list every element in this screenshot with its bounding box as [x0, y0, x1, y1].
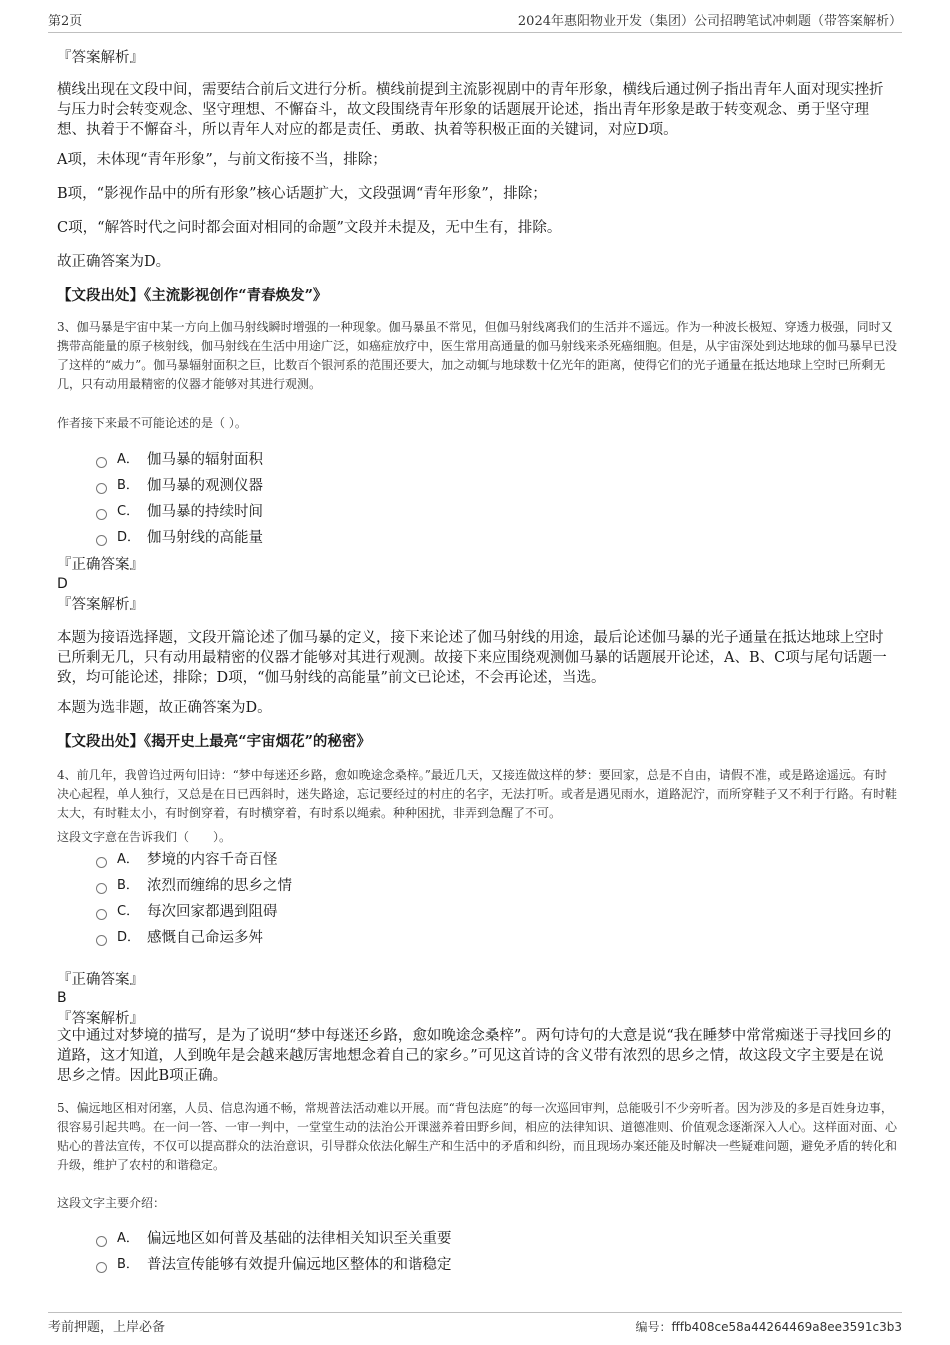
- footer-code: 编号：fffb408ce58a44264469a8ee3591c3b3: [635, 1320, 902, 1334]
- q2-analysis-paragraph: 横线出现在文段中间，需要结合前后文进行分析。横线前提到主流影视剧中的青年形象，横线后通过例子指出青年人面对现实挫折与压力时会转变观念、坚守理想、不懈奋斗，故文段围绕青年形象的话题展开论述，指出青年形象是敢于转变观念、勇于坚守理想、执着于不懈奋斗，所以青年人对应的都是责任、勇敢、执着等积极正面的关键词，对应D项。: [57, 82, 884, 138]
- q4-analysis-label: 『答案解析』: [57, 1011, 144, 1027]
- q2-analysis-a: A项，未体现“青年形象”，与前文衔接不当，排除；: [57, 152, 387, 168]
- option-letter: B．: [117, 878, 139, 893]
- option-text: 伽马暴的观测仪器: [147, 478, 263, 494]
- q4-option-a[interactable]: [96, 850, 278, 870]
- q5-option-a[interactable]: [96, 1229, 452, 1249]
- q2-analysis-c: C项，“解答时代之问时都会面对相同的命题”文段并未提及，无中生有，排除。: [57, 220, 562, 236]
- q2-conclusion: 故正确答案为D。: [57, 254, 171, 270]
- q3-option-b[interactable]: [96, 476, 263, 496]
- page-footer: [48, 1312, 902, 1335]
- q3-option-d[interactable]: [96, 528, 263, 548]
- option-text: 伽马暴的辐射面积: [147, 452, 263, 468]
- radio-icon[interactable]: [96, 457, 107, 468]
- footer-slogan: 考前押题，上岸必备: [48, 1320, 166, 1335]
- option-letter: A．: [117, 852, 139, 867]
- radio-icon[interactable]: [96, 1262, 107, 1273]
- q3-analysis-label: 『答案解析』: [57, 597, 144, 613]
- q3-answer-label: 『正确答案』: [57, 557, 144, 573]
- q5-question-text: 5、偏远地区相对闭塞，人员、信息沟通不畅，常规普法活动难以开展。而“背包法庭”的每一次巡回审判，总能吸引不少旁听者。因为涉及的多是百姓身边事，很容易引起共鸣。在一问一答、一审一判中，一堂堂生动的法治公开课滋养着田野乡间，相应的法律知识、道德准则、价值观念逐渐深入人心。这样面对面、心贴心的普法宣传，不仅可以提高群众的法治意识，引导群众依法化解生产和生活中的矛盾和纠纷，而且现场办案还能及时解决一些疑难问题，避免矛盾的转化和升级，维护了农村的和谐稳定。: [57, 1101, 898, 1172]
- q3-analysis: 本题为接语选择题，文段开篇论述了伽马暴的定义，接下来论述了伽马射线的用途，最后论述伽马暴的光子通量在抵达地球上空时已所剩无几，只有动用最精密的仪器才能够对其进行观测。故接下来应围绕观测伽马暴的话题展开论述，A、B、C项与尾句话题一致，均可能论述，排除；D项，“伽马射线的高能量”前文已论述，不会再论述，当选。: [57, 630, 887, 686]
- radio-icon[interactable]: [96, 535, 107, 546]
- q3-conclusion: 本题为选非题，故正确答案为D。: [57, 700, 272, 716]
- q5-option-b[interactable]: [96, 1255, 452, 1275]
- q3-prompt: 作者接下来最不可能论述的是（ ）。: [57, 416, 247, 430]
- radio-icon[interactable]: [96, 909, 107, 920]
- option-text: 感慨自己命运多舛: [147, 930, 263, 946]
- option-text: 偏远地区如何普及基础的法律相关知识至关重要: [147, 1231, 452, 1247]
- option-letter: B．: [117, 1257, 139, 1272]
- option-letter: B．: [117, 478, 139, 493]
- page-number: 第2页: [48, 14, 83, 29]
- q3-answer: D: [57, 576, 68, 592]
- radio-icon[interactable]: [96, 883, 107, 894]
- q3-option-a[interactable]: [96, 450, 263, 470]
- q4-answer: B: [57, 990, 67, 1006]
- option-text: 伽马暴的持续时间: [147, 504, 263, 520]
- q4-analysis: 文中通过对梦境的描写，是为了说明“梦中每迷还乡路，愈如晚途念桑梓”。两句诗句的大意是说“我在睡梦中常常痴迷于寻找回乡的道路，这才知道，人到晚年是会越来越厉害地想念着自己的家乡。”可见这首诗的含义带有浓烈的思乡之情，故这段文字主要是在说思乡之情。因此B项正确。: [57, 1028, 892, 1084]
- option-letter: A．: [117, 1231, 139, 1246]
- radio-icon[interactable]: [96, 1236, 107, 1247]
- q4-answer-label: 『正确答案』: [57, 972, 144, 988]
- option-letter: C．: [117, 504, 140, 519]
- q3-option-c[interactable]: [96, 502, 263, 522]
- option-letter: D．: [117, 530, 141, 545]
- radio-icon[interactable]: [96, 509, 107, 520]
- radio-icon[interactable]: [96, 483, 107, 494]
- option-text: 每次回家都遇到阻碍: [147, 904, 278, 920]
- option-text: 梦境的内容千奇百怪: [147, 852, 278, 868]
- option-text: 伽马射线的高能量: [147, 530, 263, 546]
- q4-question-text: 4、前几年，我曾诌过两句旧诗：“梦中每迷还乡路，愈如晚途念桑梓。”最近几天，又接连做这样的梦：要回家，总是不自由，请假不准，或是路途遥远。有时决心起程，单人独行，又总是在日已西斜时，迷失路途，忘记要经过的村庄的名字，无法打听。或者是遇见雨水，道路泥泞，而所穿鞋子又不利于行路。有时鞋太大，有时鞋太小，有时倒穿着，有时横穿着，有时系以绳索。种种困扰，非弄到急醒了不可。: [57, 768, 898, 820]
- q4-option-c[interactable]: [96, 902, 278, 922]
- option-letter: A．: [117, 452, 139, 467]
- radio-icon[interactable]: [96, 935, 107, 946]
- page-header: [48, 10, 902, 33]
- q2-source: 【文段出处】《主流影视创作“青春焕发”》: [57, 287, 328, 304]
- option-text: 浓烈而缠绵的思乡之情: [147, 878, 292, 894]
- q3-source: 【文段出处】《揭开史上最亮“宇宙烟花”的秘密》: [57, 733, 371, 750]
- q4-option-b[interactable]: [96, 876, 292, 896]
- option-text: 普法宣传能够有效提升偏远地区整体的和谐稳定: [147, 1257, 452, 1273]
- q5-prompt: 这段文字主要介绍：: [57, 1196, 166, 1210]
- radio-icon[interactable]: [96, 857, 107, 868]
- q2-analysis-label: 『答案解析』: [57, 50, 144, 66]
- option-letter: C．: [117, 904, 140, 919]
- q2-analysis-b: B项，“影视作品中的所有形象”核心话题扩大，文段强调“青年形象”，排除；: [57, 186, 547, 202]
- q3-question-text: 3、伽马暴是宇宙中某一方向上伽马射线瞬时增强的一种现象。伽马暴虽不常见，但伽马射线离我们的生活并不遥远。作为一种波长极短、穿透力极强，同时又携带高能量的原子核射线，伽马射线在生活中用途广泛，如癌症放疗中，医生常用高通量的伽马射线来杀死癌细胞。但是，从宇宙深处到达地球的伽马暴早已没了这样的“威力”。伽马暴辐射面积之巨，比数百个银河系的范围还要大，加之动辄与地球数十亿光年的距离，使得它们的光子通量在抵达地球上空时已所剩无几，只有动用最精密的仪器才能够对其进行观测。: [57, 320, 898, 391]
- q4-option-d[interactable]: [96, 928, 263, 948]
- q4-prompt: 这段文字意在告诉我们（ ）。: [57, 830, 232, 844]
- option-letter: D．: [117, 930, 141, 945]
- document-title: 2024年惠阳物业开发（集团）公司招聘笔试冲刺题（带答案解析）: [517, 14, 902, 29]
